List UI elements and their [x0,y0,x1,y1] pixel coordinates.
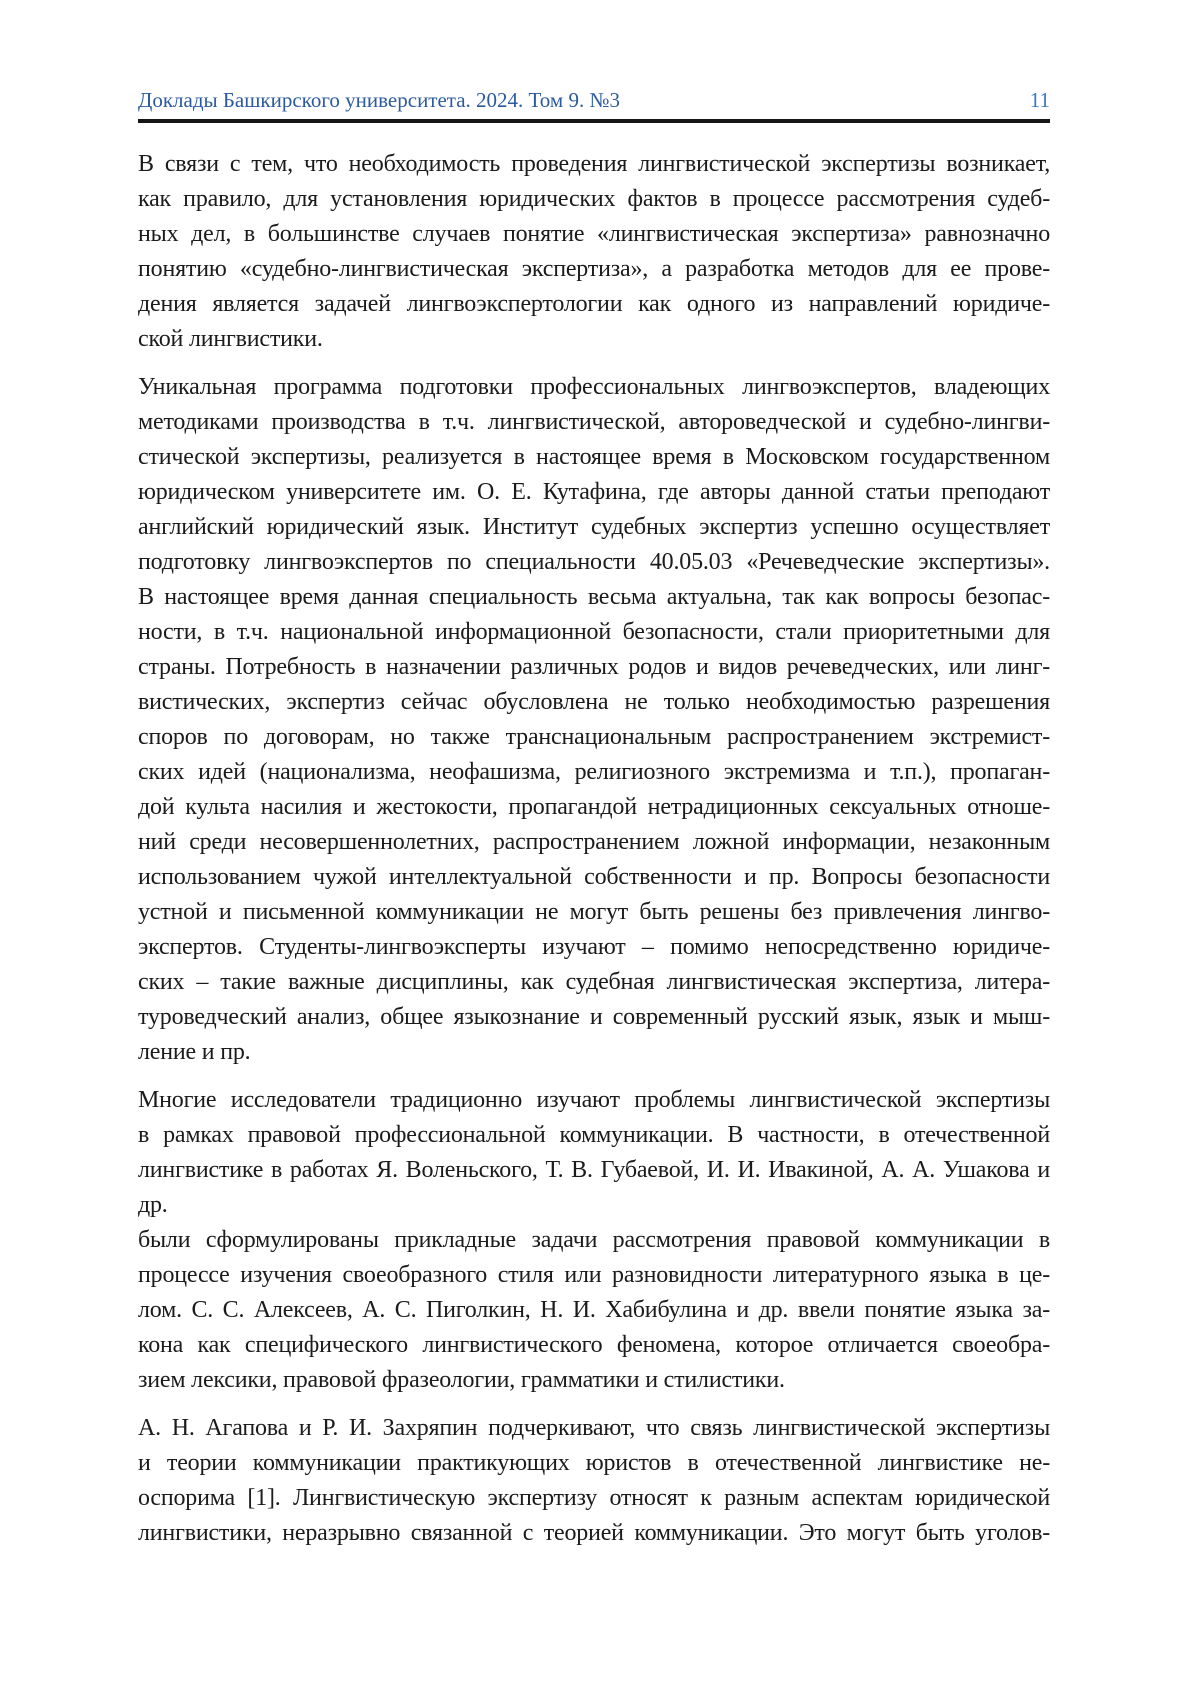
text-line: В настоящее время данная специальность весьма актуальна, так как вопросы безопас- [138,584,1050,610]
text-line: экспертов. Студенты-лингвоэксперты изучают – помимо непосредственно юридиче- [138,934,1050,960]
text-line: страны. Потребность в назначении различных родов и видов речеведческих, или линг- [138,654,1050,680]
article-body [138,147,1050,1551]
text-line: ление и пр. [138,1039,251,1065]
text-line: В связи с тем, что необходимость проведения лингвистической экспертизы возникает, [138,151,1050,177]
text-line: ний среди несовершеннолетних, распространением ложной информации, незаконным [138,829,1050,855]
text-line: юридическом университете им. О. Е. Кутафина, где авторы данной статьи преподают [138,479,1050,505]
text-line: ных дел, в большинстве случаев понятие «лингвистическая экспертиза» равнозначно [138,221,1050,247]
text-line: ских идей (национализма, неофашизма, религиозного экстремизма и т.п.), пропаган- [138,759,1050,785]
page-header [138,88,1050,112]
text-line: понятию «судебно-лингвистическая экспертиза», а разработка методов для ее прове- [138,256,1050,282]
text-line: устной и письменной коммуникации не могут быть решены без привлечения лингво- [138,899,1050,925]
text-line: кона как специфического лингвистического феномена, которое отличается своеобра- [138,1332,1050,1358]
text-line: как правило, для установления юридических фактов в процессе рассмотрения судеб- [138,186,1050,212]
text-line: стической экспертизы, реализуется в настоящее время в Московском государственном [138,444,1050,470]
text-line: и теории коммуникации практикующих юристов в отечественной лингвистике не- [138,1450,1050,1476]
text-line: зием лексики, правовой фразеологии, грамматики и стилистики. [138,1367,785,1393]
text-line: споров по договорам, но также транснациональным распространением экстремист- [138,724,1050,750]
text-line: использованием чужой интеллектуальной собственности и пр. Вопросы безопасности [138,864,1050,890]
text-line: ской лингвистики. [138,326,323,352]
text-line: подготовку лингвоэкспертов по специальности 40.05.03 «Речеведческие экспертизы». [138,549,1050,575]
text-line: туроведческий анализ, общее языкознание и современный русский язык, язык и мыш- [138,1004,1050,1030]
text-line: лом. С. С. Алексеев, А. С. Пиголкин, Н. И. Хабибулина и др. ввели понятие языка за- [138,1297,1050,1323]
header-rule [138,119,1050,123]
text-line: вистических, экспертиз сейчас обусловлена не только необходимостью разрешения [138,689,1050,715]
text-line: Многие исследователи традиционно изучают проблемы лингвистической экспертизы [138,1087,1050,1113]
paragraph-1 [138,147,1050,357]
text-line: дения является задачей лингвоэкспертологии как одного из направлений юридиче- [138,291,1050,317]
text-line: Уникальная программа подготовки профессиональных лингвоэкспертов, владеющих [138,374,1050,400]
text-line: ности, в т.ч. национальной информационной безопасности, стали приоритетными для [138,619,1050,645]
text-line: А. Н. Агапова и Р. И. Захряпин подчеркивают, что связь лингвистической экспертизы [138,1415,1050,1441]
page-number: 11 [1029,88,1050,112]
text-line: лингвистики, неразрывно связанной с теорией коммуникации. Это могут быть уголов- [138,1520,1050,1546]
text-line: дой культа насилия и жестокости, пропагандой нетрадиционных сексуальных отноше- [138,794,1050,820]
paragraph-2 [138,370,1050,1070]
text-line: оспорима [1]. Лингвистическую экспертизу относят к разным аспектам юридической [138,1485,1050,1511]
paragraph-4 [138,1411,1050,1551]
text-line: лингвистике в работах Я. Воленьского, Т. В. Губаевой, И. И. Ивакиной, А. А. Ушакова и др. [138,1157,1050,1218]
text-line: методиками производства в т.ч. лингвистической, автороведческой и судебно-лингви- [138,409,1050,435]
paragraph-3 [138,1083,1050,1398]
text-line: процессе изучения своеобразного стиля или разновидности литературного языка в це- [138,1262,1050,1288]
text-line: ских – такие важные дисциплины, как судебная лингвистическая экспертиза, литера- [138,969,1050,995]
text-line: английский юридический язык. Институт судебных экспертиз успешно осуществляет [138,514,1050,540]
text-line: были сформулированы прикладные задачи рассмотрения правовой коммуникации в [138,1227,1050,1253]
journal-title: Доклады Башкирского университета. 2024. Том 9. №3 [138,88,620,112]
text-line: в рамках правовой профессиональной коммуникации. В частности, в отечественной [138,1122,1050,1148]
